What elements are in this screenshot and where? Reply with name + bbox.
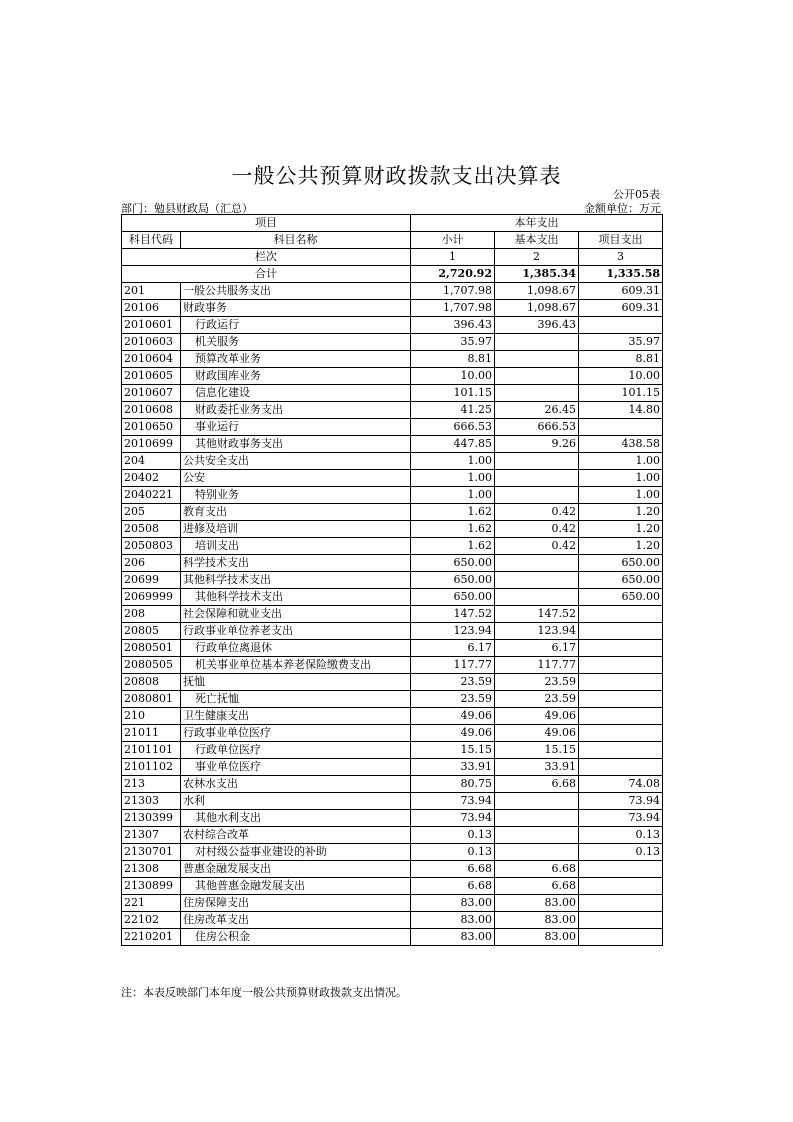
row-subtotal: 1.62	[411, 521, 495, 538]
row-project	[579, 929, 663, 946]
row-subtotal: 41.25	[411, 402, 495, 419]
department-label: 部门：勉县财政局（汇总）	[121, 202, 253, 215]
row-code: 2101101	[122, 742, 181, 759]
row-code: 2210201	[122, 929, 181, 946]
row-project: 74.08	[579, 776, 663, 793]
row-name: 农林水支出	[181, 776, 411, 793]
table-row	[122, 759, 663, 776]
row-name: 行政运行	[181, 317, 411, 334]
row-project: 1.20	[579, 504, 663, 521]
row-code: 2010607	[122, 385, 181, 402]
row-subtotal: 1.62	[411, 504, 495, 521]
row-subtotal: 1,707.98	[411, 283, 495, 300]
row-basic	[495, 589, 579, 606]
row-code: 21303	[122, 793, 181, 810]
row-project: 650.00	[579, 572, 663, 589]
table-row	[122, 657, 663, 674]
table-row	[122, 640, 663, 657]
row-basic	[495, 555, 579, 572]
row-basic: 83.00	[495, 895, 579, 912]
row-project: 650.00	[579, 555, 663, 572]
header-project: 项目支出	[579, 232, 663, 249]
row-name: 预算改革业务	[181, 351, 411, 368]
row-project: 0.13	[579, 827, 663, 844]
row-basic: 49.06	[495, 725, 579, 742]
row-project: 8.81	[579, 351, 663, 368]
row-subtotal: 101.15	[411, 385, 495, 402]
row-basic	[495, 351, 579, 368]
row-name: 水利	[181, 793, 411, 810]
row-name: 财政国库业务	[181, 368, 411, 385]
col-number-3: 3	[579, 249, 663, 266]
row-name: 公安	[181, 470, 411, 487]
header-year-exp: 本年支出	[411, 215, 663, 232]
row-name: 农村综合改革	[181, 827, 411, 844]
row-name: 一般公共服务支出	[181, 283, 411, 300]
row-basic	[495, 334, 579, 351]
table-row	[122, 912, 663, 929]
row-name: 事业单位医疗	[181, 759, 411, 776]
row-basic	[495, 487, 579, 504]
total-row	[122, 266, 663, 283]
total-subtotal: 2,720.92	[411, 266, 495, 283]
row-name: 其他财政事务支出	[181, 436, 411, 453]
table-row	[122, 317, 663, 334]
row-basic: 0.42	[495, 538, 579, 555]
row-subtotal: 1.00	[411, 487, 495, 504]
row-project	[579, 606, 663, 623]
row-basic	[495, 793, 579, 810]
table-row	[122, 895, 663, 912]
row-subtotal: 33.91	[411, 759, 495, 776]
row-name: 住房改革支出	[181, 912, 411, 929]
row-code: 2010608	[122, 402, 181, 419]
row-basic: 83.00	[495, 929, 579, 946]
header-row-2	[122, 232, 663, 249]
row-code: 204	[122, 453, 181, 470]
row-name: 其他水利支出	[181, 810, 411, 827]
row-subtotal: 49.06	[411, 708, 495, 725]
row-name: 行政事业单位医疗	[181, 725, 411, 742]
row-subtotal: 15.15	[411, 742, 495, 759]
table-row	[122, 385, 663, 402]
header-name: 科目名称	[181, 232, 411, 249]
row-project	[579, 895, 663, 912]
table-row	[122, 283, 663, 300]
table-row	[122, 436, 663, 453]
row-project	[579, 674, 663, 691]
row-project	[579, 861, 663, 878]
row-basic: 26.45	[495, 402, 579, 419]
row-project: 73.94	[579, 810, 663, 827]
row-subtotal: 83.00	[411, 895, 495, 912]
row-basic: 33.91	[495, 759, 579, 776]
row-basic: 9.26	[495, 436, 579, 453]
row-basic	[495, 827, 579, 844]
row-name: 行政单位离退休	[181, 640, 411, 657]
row-name: 机关服务	[181, 334, 411, 351]
row-basic: 49.06	[495, 708, 579, 725]
row-name: 信息化建设	[181, 385, 411, 402]
row-subtotal: 6.68	[411, 861, 495, 878]
table-row	[122, 810, 663, 827]
row-project	[579, 759, 663, 776]
row-subtotal: 6.17	[411, 640, 495, 657]
row-project: 650.00	[579, 589, 663, 606]
row-subtotal: 117.77	[411, 657, 495, 674]
row-basic	[495, 453, 579, 470]
row-name: 卫生健康支出	[181, 708, 411, 725]
row-name: 进修及培训	[181, 521, 411, 538]
row-name: 特别业务	[181, 487, 411, 504]
table-row	[122, 334, 663, 351]
row-basic: 23.59	[495, 691, 579, 708]
header-subtotal: 小计	[411, 232, 495, 249]
row-basic: 666.53	[495, 419, 579, 436]
row-project	[579, 725, 663, 742]
row-name: 财政事务	[181, 300, 411, 317]
row-name: 公共安全支出	[181, 453, 411, 470]
row-project: 438.58	[579, 436, 663, 453]
table-row	[122, 521, 663, 538]
row-code: 21011	[122, 725, 181, 742]
row-basic: 123.94	[495, 623, 579, 640]
row-basic	[495, 385, 579, 402]
row-subtotal: 1.62	[411, 538, 495, 555]
header-basic: 基本支出	[495, 232, 579, 249]
row-subtotal: 0.13	[411, 844, 495, 861]
row-code: 2010604	[122, 351, 181, 368]
row-project: 1.00	[579, 470, 663, 487]
unit-label: 金额单位：万元	[584, 202, 661, 215]
table-row	[122, 742, 663, 759]
table-row	[122, 470, 663, 487]
row-project: 1.20	[579, 538, 663, 555]
row-code: 213	[122, 776, 181, 793]
row-code: 2069999	[122, 589, 181, 606]
row-name: 事业运行	[181, 419, 411, 436]
table-row	[122, 776, 663, 793]
header-item: 项目	[122, 215, 411, 232]
row-basic	[495, 572, 579, 589]
row-name: 死亡抚恤	[181, 691, 411, 708]
table-row	[122, 589, 663, 606]
row-name: 行政事业单位养老支出	[181, 623, 411, 640]
row-code: 2040221	[122, 487, 181, 504]
row-project	[579, 623, 663, 640]
row-basic: 0.42	[495, 504, 579, 521]
table-row	[122, 504, 663, 521]
table-row	[122, 402, 663, 419]
row-basic	[495, 810, 579, 827]
table-row	[122, 827, 663, 844]
row-project: 10.00	[579, 368, 663, 385]
row-basic: 6.68	[495, 861, 579, 878]
table-row	[122, 606, 663, 623]
row-name: 其他普惠金融发展支出	[181, 878, 411, 895]
table-row	[122, 538, 663, 555]
row-code: 20805	[122, 623, 181, 640]
row-subtotal: 650.00	[411, 589, 495, 606]
row-code: 205	[122, 504, 181, 521]
row-code: 21308	[122, 861, 181, 878]
table-row	[122, 623, 663, 640]
table-row	[122, 878, 663, 895]
row-name: 对村级公益事业建设的补助	[181, 844, 411, 861]
row-basic: 117.77	[495, 657, 579, 674]
row-code: 208	[122, 606, 181, 623]
row-subtotal: 666.53	[411, 419, 495, 436]
row-project: 609.31	[579, 283, 663, 300]
row-name: 抚恤	[181, 674, 411, 691]
row-code: 2080501	[122, 640, 181, 657]
footnote: 注：本表反映部门本年度一般公共预算财政拨款支出情况。	[121, 986, 407, 999]
table-row	[122, 844, 663, 861]
row-code: 2010650	[122, 419, 181, 436]
row-project: 1.00	[579, 487, 663, 504]
row-name: 机关事业单位基本养老保险缴费支出	[181, 657, 411, 674]
row-code: 206	[122, 555, 181, 572]
row-basic: 1,098.67	[495, 283, 579, 300]
row-subtotal: 147.52	[411, 606, 495, 623]
row-subtotal: 650.00	[411, 555, 495, 572]
col-number-2: 2	[495, 249, 579, 266]
row-project	[579, 691, 663, 708]
row-subtotal: 1.00	[411, 453, 495, 470]
row-code: 20699	[122, 572, 181, 589]
row-name: 社会保障和就业支出	[181, 606, 411, 623]
row-basic: 15.15	[495, 742, 579, 759]
table-row	[122, 555, 663, 572]
col-label: 栏次	[122, 249, 411, 266]
table-row	[122, 708, 663, 725]
row-code: 2080801	[122, 691, 181, 708]
table-row	[122, 691, 663, 708]
row-basic	[495, 368, 579, 385]
row-basic: 1,098.67	[495, 300, 579, 317]
row-subtotal: 650.00	[411, 572, 495, 589]
row-project	[579, 640, 663, 657]
row-project	[579, 878, 663, 895]
table-row	[122, 419, 663, 436]
row-project: 1.20	[579, 521, 663, 538]
row-basic: 6.17	[495, 640, 579, 657]
row-project: 1.00	[579, 453, 663, 470]
row-code: 2130899	[122, 878, 181, 895]
table-row	[122, 674, 663, 691]
table-row	[122, 300, 663, 317]
column-number-row	[122, 249, 663, 266]
row-basic: 147.52	[495, 606, 579, 623]
row-project	[579, 912, 663, 929]
table-row	[122, 861, 663, 878]
row-subtotal: 73.94	[411, 810, 495, 827]
total-label: 合计	[122, 266, 411, 283]
row-subtotal: 23.59	[411, 674, 495, 691]
table-row	[122, 368, 663, 385]
total-basic: 1,385.34	[495, 266, 579, 283]
row-subtotal: 10.00	[411, 368, 495, 385]
row-project	[579, 657, 663, 674]
row-name: 其他科学技术支出	[181, 589, 411, 606]
row-project: 101.15	[579, 385, 663, 402]
row-subtotal: 396.43	[411, 317, 495, 334]
row-name: 普惠金融发展支出	[181, 861, 411, 878]
row-basic	[495, 470, 579, 487]
row-code: 22102	[122, 912, 181, 929]
row-code: 2101102	[122, 759, 181, 776]
row-code: 210	[122, 708, 181, 725]
row-name: 科学技术支出	[181, 555, 411, 572]
row-code: 2080505	[122, 657, 181, 674]
row-subtotal: 447.85	[411, 436, 495, 453]
row-subtotal: 0.13	[411, 827, 495, 844]
row-code: 20402	[122, 470, 181, 487]
row-basic: 6.68	[495, 878, 579, 895]
row-code: 221	[122, 895, 181, 912]
row-code: 201	[122, 283, 181, 300]
row-project: 35.97	[579, 334, 663, 351]
table-row	[122, 487, 663, 504]
row-basic: 6.68	[495, 776, 579, 793]
header-code: 科目代码	[122, 232, 181, 249]
row-subtotal: 35.97	[411, 334, 495, 351]
row-project	[579, 317, 663, 334]
row-name: 行政单位医疗	[181, 742, 411, 759]
row-code: 20508	[122, 521, 181, 538]
row-name: 其他科学技术支出	[181, 572, 411, 589]
row-project: 0.13	[579, 844, 663, 861]
row-code: 2010603	[122, 334, 181, 351]
row-name: 培训支出	[181, 538, 411, 555]
table-row	[122, 793, 663, 810]
row-name: 住房保障支出	[181, 895, 411, 912]
table-row	[122, 351, 663, 368]
row-project	[579, 419, 663, 436]
table-row	[122, 929, 663, 946]
row-project: 14.80	[579, 402, 663, 419]
row-subtotal: 1.00	[411, 470, 495, 487]
row-code: 21307	[122, 827, 181, 844]
row-subtotal: 49.06	[411, 725, 495, 742]
row-project	[579, 742, 663, 759]
table-row	[122, 453, 663, 470]
row-code: 2130701	[122, 844, 181, 861]
table-row	[122, 572, 663, 589]
expenditure-table	[121, 214, 663, 946]
row-basic	[495, 844, 579, 861]
row-basic: 396.43	[495, 317, 579, 334]
row-code: 2010699	[122, 436, 181, 453]
row-subtotal: 6.68	[411, 878, 495, 895]
row-subtotal: 73.94	[411, 793, 495, 810]
row-code: 2010601	[122, 317, 181, 334]
row-basic: 23.59	[495, 674, 579, 691]
row-code: 2130399	[122, 810, 181, 827]
form-number: 公开05表	[613, 188, 660, 201]
row-subtotal: 80.75	[411, 776, 495, 793]
row-name: 财政委托业务支出	[181, 402, 411, 419]
row-subtotal: 83.00	[411, 929, 495, 946]
page-title: 一般公共预算财政拨款支出决算表	[231, 164, 562, 188]
row-subtotal: 8.81	[411, 351, 495, 368]
row-basic: 0.42	[495, 521, 579, 538]
row-code: 2050803	[122, 538, 181, 555]
row-subtotal: 83.00	[411, 912, 495, 929]
row-project	[579, 708, 663, 725]
row-subtotal: 123.94	[411, 623, 495, 640]
row-code: 2010605	[122, 368, 181, 385]
row-subtotal: 1,707.98	[411, 300, 495, 317]
row-basic: 83.00	[495, 912, 579, 929]
row-subtotal: 23.59	[411, 691, 495, 708]
header-row-1	[122, 215, 663, 232]
row-project: 73.94	[579, 793, 663, 810]
total-project: 1,335.58	[579, 266, 663, 283]
col-number-1: 1	[411, 249, 495, 266]
row-code: 20808	[122, 674, 181, 691]
row-name: 教育支出	[181, 504, 411, 521]
row-project: 609.31	[579, 300, 663, 317]
row-name: 住房公积金	[181, 929, 411, 946]
meta-line	[121, 200, 661, 214]
table-row	[122, 725, 663, 742]
row-code: 20106	[122, 300, 181, 317]
